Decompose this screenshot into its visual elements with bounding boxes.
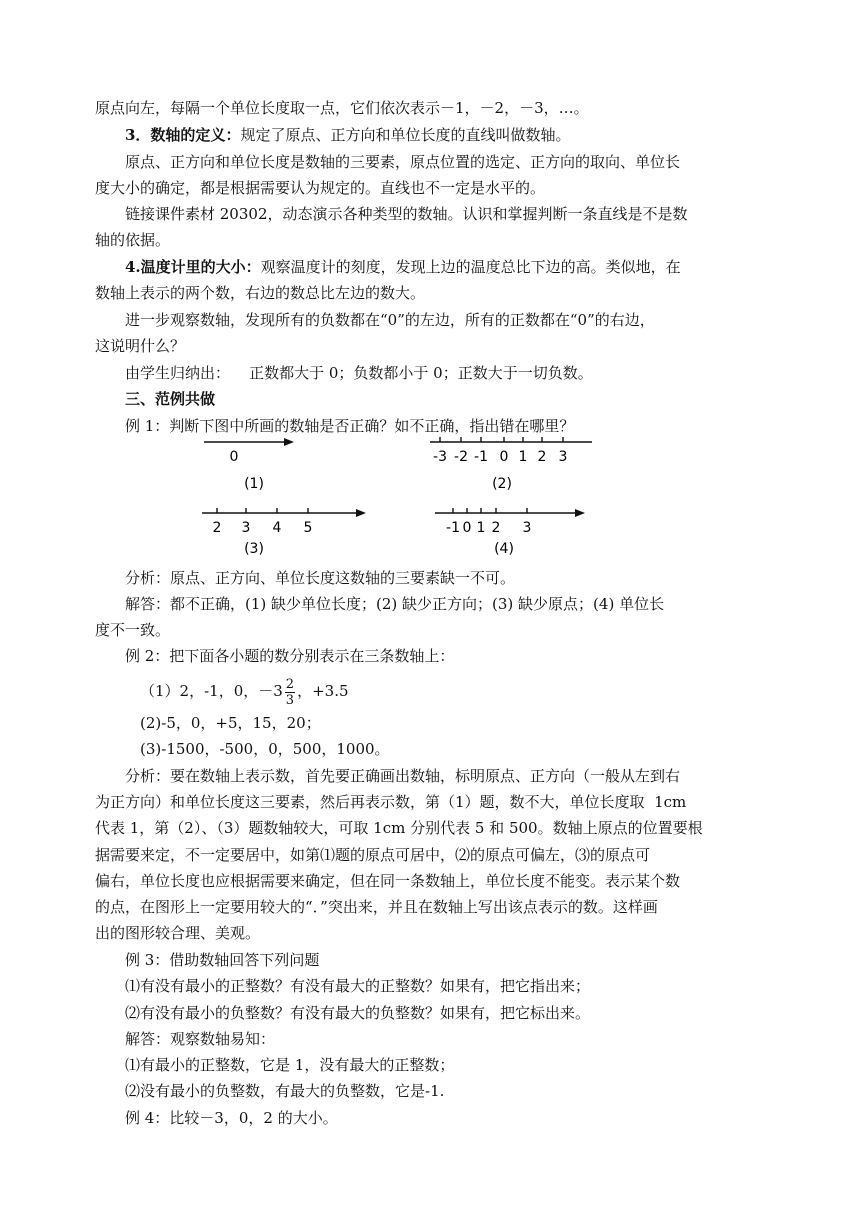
text-line: 分析：要在数轴上表示数，首先要正确画出数轴，标明原点、正方向（一般从左到右 [125, 767, 681, 785]
tick-label: 0 [499, 449, 509, 465]
text-line: 例 3：借助数轴回答下列问题 [125, 951, 320, 969]
text-line: 度不一致。 [95, 621, 171, 639]
axis-arrow [284, 438, 294, 446]
example-2-item-1 [140, 676, 349, 708]
section-heading: 三、范例共做 [125, 390, 216, 408]
tick-label: -3 [433, 449, 447, 465]
text-line: ⑴有最小的正整数，它是 1，没有最大的正整数； [125, 1056, 455, 1074]
tick-label: 3 [558, 449, 568, 465]
text-line: 数轴上表示的两个数，右边的数总比左边的数大。 [95, 284, 426, 302]
tick-label: 3 [241, 520, 251, 536]
text-line: 出的图形较合理、美观。 [95, 924, 261, 942]
text-line: 分析：原点、正方向、单位长度这数轴的三要素缺一不可。 [125, 569, 516, 587]
figure-caption: (1) [244, 476, 264, 492]
text-line: 例 2：把下面各小题的数分别表示在三条数轴上： [125, 647, 455, 665]
tick-label: 1 [476, 520, 486, 536]
figure-3 [202, 508, 366, 557]
tick-label: -2 [454, 449, 468, 465]
number-line-figures [190, 432, 610, 567]
section-heading: 3．数轴的定义： [125, 126, 241, 144]
text-span: ，+3.5 [297, 682, 349, 700]
text-line: (2)-5，0，+5，15，20； [140, 714, 321, 732]
mixed-number-sign: －3 [258, 682, 283, 700]
text-line: 原点、正方向和单位长度是数轴的三要素，原点位置的选定、正方向的取向、单位长 [125, 153, 681, 171]
text-line: 据需要来定，不一定要居中，如第⑴题的原点可居中，⑵的原点可偏左，⑶的原点可 [95, 846, 651, 864]
text-line: 解答：都不正确，(1) 缺少单位长度；(2) 缺少正方向；(3) 缺少原点；(4) 单位长 [125, 595, 665, 613]
text-line: (3)-1500，-500，0，500，1000。 [140, 740, 390, 758]
tick-label: 4 [272, 520, 282, 536]
text-line: 这说明什么？ [95, 337, 186, 355]
figure-1 [204, 438, 294, 492]
section-heading: 4.温度计里的大小： [125, 258, 261, 276]
tick-label: 1 [518, 449, 528, 465]
text-line: 原点向左，每隔一个单位长度取一点，它们依次表示－1，－2，－3，…。 [95, 99, 589, 117]
tick-label: 3 [522, 520, 532, 536]
text-line: ⑵没有最小的负整数，有最大的负整数，它是-1. [125, 1082, 445, 1100]
text-line: 解答：观察数轴易知： [125, 1030, 276, 1048]
text-line: 度大小的确定，都是根据需要认为规定的。直线也不一定是水平的。 [95, 179, 546, 197]
text-span: 观察温度计的刻度，发现上边的温度总比下边的高。类似地，在 [260, 258, 681, 276]
text-line: ⑴有没有最小的正整数？有没有最大的正整数？如果有，把它指出来； [125, 977, 591, 995]
text-line: 的点，在图形上一定要用较大的“．”突出来，并且在数轴上写出该点表示的数。这样画 [95, 898, 658, 916]
tick-label: -1 [474, 449, 488, 465]
fraction-denominator: 3 [285, 692, 295, 708]
temperature-paragraph [125, 256, 681, 278]
figure-caption: (2) [492, 476, 512, 492]
text-line: 偏右，单位长度也应根据需要来确定，但在同一条数轴上，单位长度不能变。表示某个数 [95, 872, 681, 890]
tick-label: 2 [212, 520, 222, 536]
text-line: 链接课件素材 20302，动态演示各种类型的数轴。认识和掌握判断一条直线是不是数 [125, 205, 688, 223]
tick-label: 2 [537, 449, 547, 465]
text-line: 轴的依据。 [95, 231, 171, 249]
figure-caption: (4) [494, 541, 514, 557]
text-span: （1）2，-1，0， [140, 682, 259, 700]
axis-arrow [356, 509, 366, 517]
tick-label: -1 [446, 520, 460, 536]
text-line: 由学生归纳出： 正数都大于 0；负数都小于 0；正数大于一切负数。 [125, 364, 593, 382]
definition-paragraph [125, 124, 570, 146]
text-line: 例 1：判断下图中所画的数轴是否正确？如不正确，指出错在哪里？ [125, 417, 575, 435]
tick-label: 5 [303, 520, 313, 536]
text-line: 为正方向）和单位长度这三要素，然后再表示数，第（1）题，数不大，单位长度取 1cm [95, 793, 687, 811]
fraction [285, 677, 295, 708]
text-line: 代表 1，第（2）、（3）题数轴较大，可取 1cm 分别代表 5 和 500。数轴上原点的位置要根 [95, 819, 703, 837]
tick-label: 2 [491, 520, 501, 536]
text-line: 例 4：比较－3，0，2 的大小。 [125, 1109, 338, 1127]
text-line: 进一步观察数轴，发现所有的负数都在“0”的左边，所有的正数都在“0”的右边， [125, 311, 655, 329]
tick-label: 0 [462, 520, 472, 536]
tick-label: 0 [229, 449, 239, 465]
fraction-numerator: 2 [285, 676, 295, 692]
axis-arrow [575, 509, 585, 517]
figure-4 [435, 508, 585, 557]
text-span: 规定了原点、正方向和单位长度的直线叫做数轴。 [240, 126, 571, 144]
figure-caption: (3) [244, 541, 264, 557]
figure-2 [430, 437, 592, 492]
text-line: ⑵有没有最小的负整数？有没有最大的负整数？如果有，把它标出来。 [125, 1004, 591, 1022]
